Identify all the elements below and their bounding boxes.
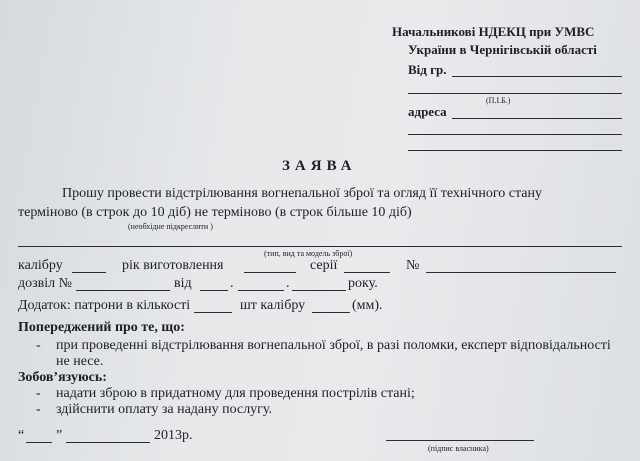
year-suffix: року. bbox=[348, 276, 378, 291]
address-field-line-3[interactable] bbox=[408, 150, 622, 151]
obliged-bullet-1: - bbox=[36, 386, 41, 401]
sign-month-field[interactable] bbox=[66, 442, 150, 443]
number-field[interactable] bbox=[426, 272, 616, 273]
warned-title: Попереджений про те, що: bbox=[18, 320, 185, 335]
signature-field[interactable] bbox=[386, 440, 534, 441]
quote-open: “ bbox=[18, 428, 25, 443]
from-label: Від гр. bbox=[408, 62, 447, 77]
year-field[interactable] bbox=[244, 272, 296, 273]
mm-suffix: (мм). bbox=[352, 298, 383, 313]
number-label: № bbox=[406, 258, 420, 273]
year-label: рік виготовлення bbox=[122, 258, 224, 273]
addition-prefix: Додаток: патрони в кількості bbox=[18, 298, 191, 313]
date-year-field[interactable] bbox=[292, 290, 346, 291]
warned-item: при проведенні відстрілювання вогнепальної зброї, в разі поломки, експерт відповідальності bbox=[56, 338, 611, 353]
name-field-line-2[interactable] bbox=[408, 93, 622, 94]
date-dot-1: . bbox=[230, 276, 234, 291]
signature-hint: (підпис власника) bbox=[428, 444, 489, 453]
weapon-hint: (тип, вид та модель зброї) bbox=[264, 249, 353, 258]
permit-field[interactable] bbox=[76, 290, 170, 291]
date-dot-2: . bbox=[286, 276, 290, 291]
obliged-item-1: надати зброю в придатному для проведення пострілів стані; bbox=[56, 386, 415, 401]
caliber-field[interactable] bbox=[72, 272, 106, 273]
cartridge-caliber-field[interactable] bbox=[312, 312, 350, 313]
obliged-item-2: здійснити оплату за надану послугу. bbox=[56, 402, 273, 417]
permit-label: дозвіл № bbox=[18, 276, 72, 291]
caliber-label: калібру bbox=[18, 258, 63, 273]
sign-year-text: 2013р. bbox=[154, 428, 193, 443]
request-line-2: терміново (в строк до 10 діб) не терміново (в строк більше 10 діб) bbox=[18, 205, 412, 220]
from-date-label: від bbox=[174, 276, 192, 291]
request-line-1: Прошу провести відстрілювання вогнепальної зброї та огляд її технічного стану bbox=[62, 186, 542, 201]
name-field-line[interactable] bbox=[452, 76, 622, 77]
series-label: серії bbox=[310, 258, 338, 273]
warned-bullet: - bbox=[36, 338, 41, 353]
document-title: ЗАЯВА bbox=[282, 158, 357, 174]
recipient-line-1: Начальникові НДЕКЦ при УМВС bbox=[392, 24, 595, 39]
address-field-line[interactable] bbox=[452, 118, 622, 119]
weapon-type-line[interactable] bbox=[18, 246, 622, 247]
address-field-line-2[interactable] bbox=[408, 134, 622, 135]
pcs-label: шт калібру bbox=[240, 298, 306, 313]
series-field[interactable] bbox=[344, 272, 390, 273]
day-field[interactable] bbox=[200, 290, 228, 291]
warned-item-cont: не несе. bbox=[56, 354, 104, 369]
address-label: адреса bbox=[408, 104, 447, 119]
obliged-title: Зобов’язуюсь: bbox=[18, 370, 107, 385]
obliged-bullet-2: - bbox=[36, 402, 41, 417]
name-hint: (П.І.Б.) bbox=[486, 96, 511, 105]
month-field[interactable] bbox=[238, 290, 284, 291]
sign-day-field[interactable] bbox=[26, 442, 52, 443]
cartridge-count-field[interactable] bbox=[194, 312, 232, 313]
underline-hint: (необхідне підкреслити ) bbox=[128, 222, 213, 231]
recipient-line-2: України в Чернігівській області bbox=[408, 42, 597, 57]
quote-close: ” bbox=[56, 428, 63, 443]
